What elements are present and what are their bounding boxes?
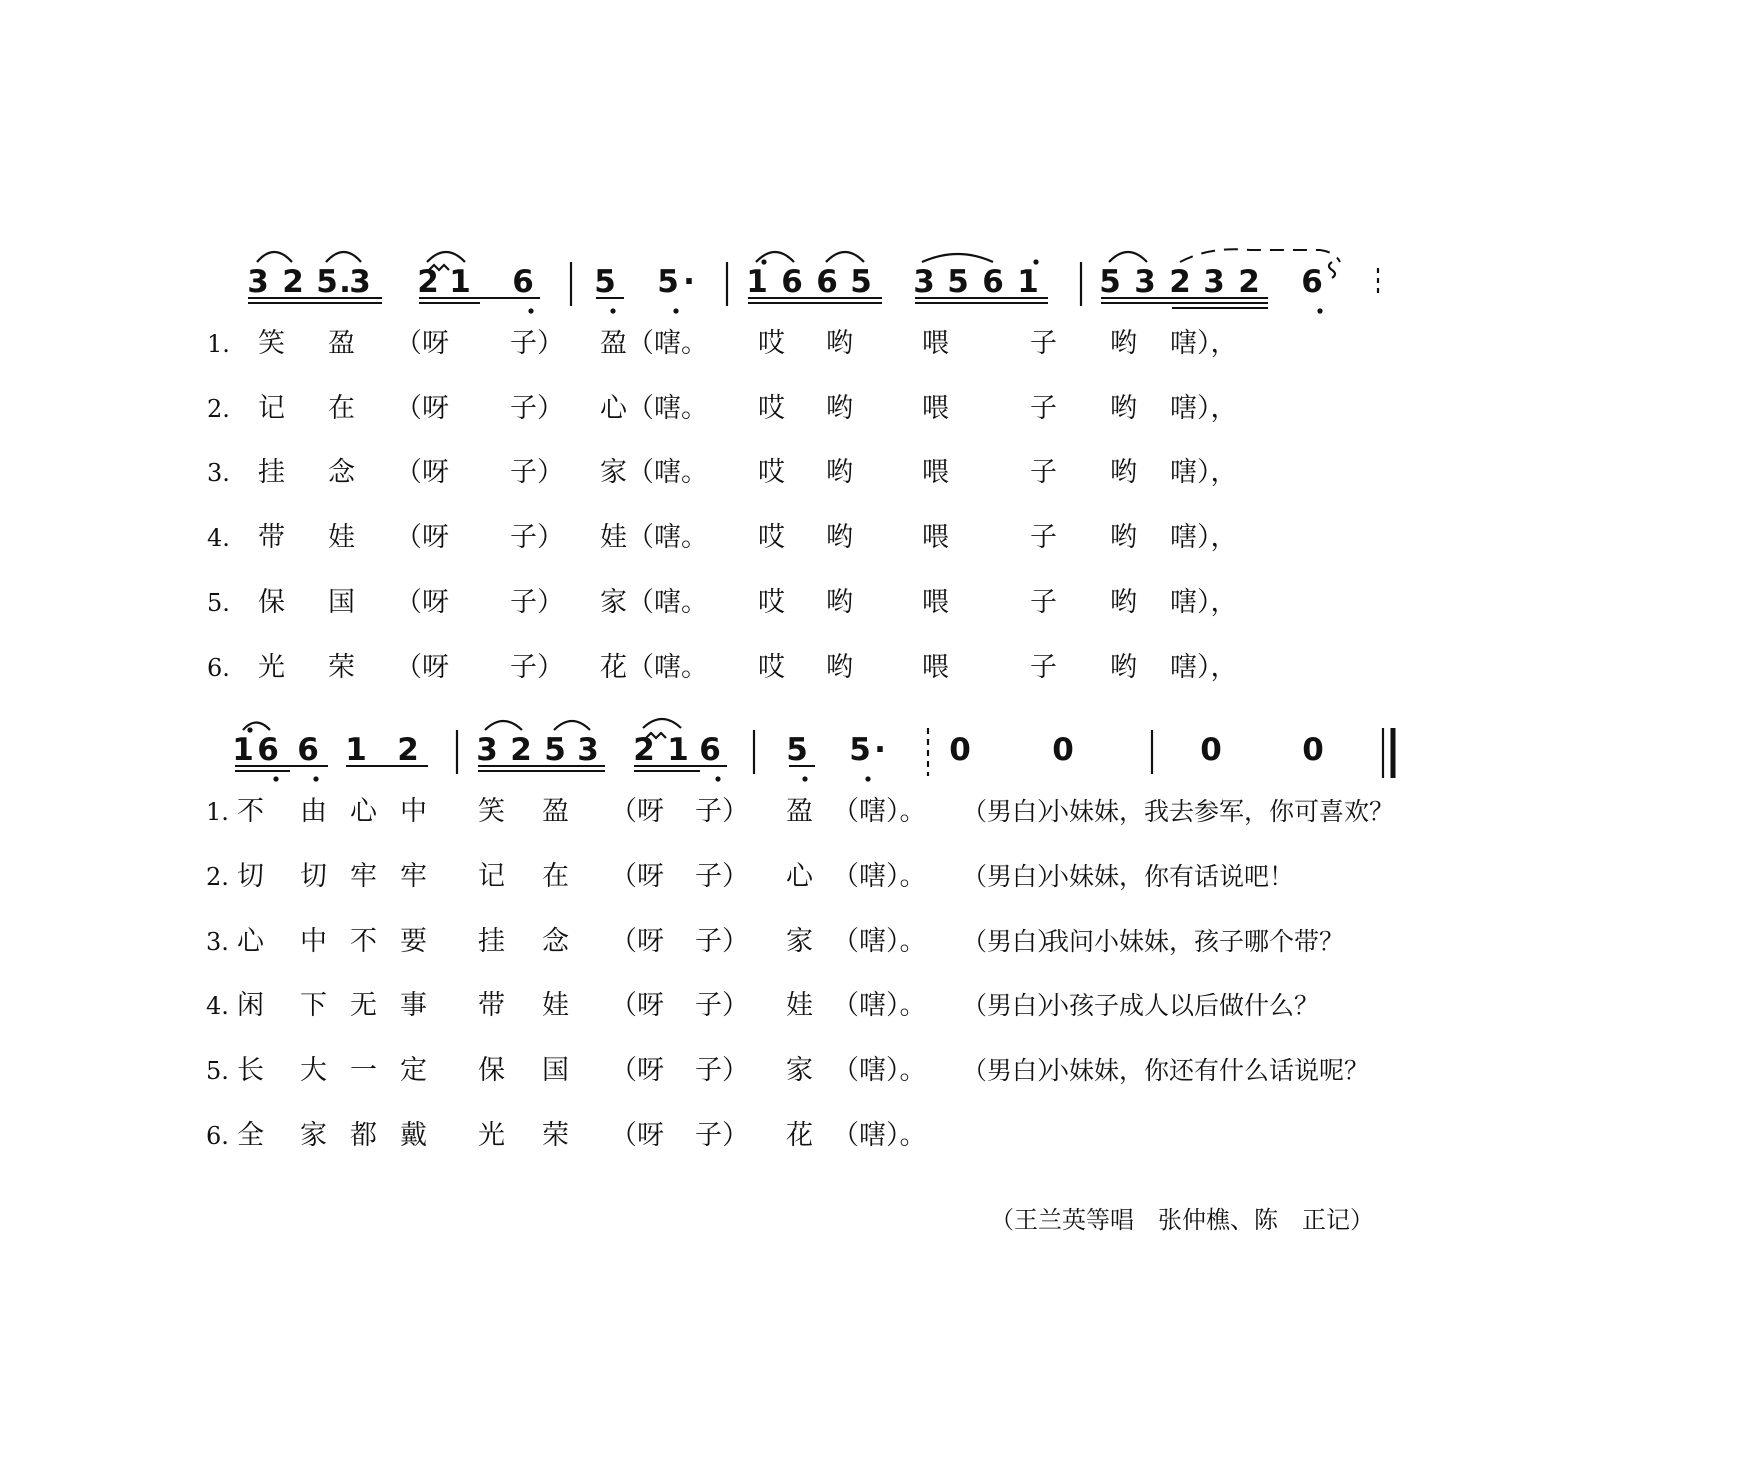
jianpu-note: 5 (947, 264, 969, 300)
lyric-syllable: 带 (478, 990, 505, 1021)
lyric-syllable: 哟 (826, 587, 853, 618)
lyric-syllable: 子） (510, 393, 564, 424)
slur (427, 252, 465, 262)
lyric-syllable: 哟 (1110, 457, 1137, 488)
jianpu-note: 5 (316, 264, 338, 300)
jianpu-note: 3 (577, 732, 599, 768)
lyric-syllable: 念 (328, 457, 355, 488)
lyric-syllable: 子） (695, 861, 749, 892)
system2-notation (232, 732, 1324, 768)
spoken-line: 小妹妹，你还有什么话说呢？ (1044, 1056, 1370, 1085)
lyric-syllable: 盈（嗐。 (600, 328, 708, 359)
lyric-syllable: 心（嗐。 (600, 393, 708, 424)
lyric-syllable: （呀 (610, 1055, 664, 1086)
jianpu-note: 1 (667, 732, 689, 768)
lyric-syllable: 哎 (758, 587, 785, 618)
lyric-syllable: 娃 (542, 990, 569, 1021)
lyric-syllable: 事 (400, 990, 427, 1021)
lyric-syllable: 笑 (478, 796, 505, 827)
lyric-syllable: 哟 (826, 393, 853, 424)
jianpu-note: 6 (257, 732, 279, 768)
jianpu-note: 1 (345, 732, 367, 768)
verse-number: 2. (206, 863, 229, 891)
verse-number: 3. (206, 928, 229, 956)
verse-number: 1. (207, 330, 230, 358)
verse-number: 2. (207, 395, 230, 423)
lyric-syllable: （呀 (395, 457, 449, 488)
jianpu-note: 5 (594, 264, 616, 300)
lyric-syllable: 念 (542, 926, 569, 957)
lyric-syllable: 子 (1030, 522, 1057, 553)
spoken-role-label: （男白） (962, 927, 1063, 956)
lyric-syllable: （嗐）。 (832, 861, 927, 892)
lyric-syllable: （呀 (395, 587, 449, 618)
octave-dot-low (1317, 308, 1322, 313)
lyric-syllable: 哟 (1110, 587, 1137, 618)
lyric-syllable: 子） (510, 457, 564, 488)
lyric-syllable: 盈 (542, 796, 569, 827)
jianpu-note: 2 (1169, 264, 1191, 300)
lyric-syllable: 闲 (237, 990, 264, 1021)
spoken-line: 小妹妹，我去参军，你可喜欢？ (1044, 797, 1395, 826)
lyric-syllable: 子） (510, 587, 564, 618)
verse-number: 4. (206, 992, 229, 1020)
lyric-syllable: （嗐）。 (832, 796, 927, 827)
jianpu-note: 5 (1099, 264, 1121, 300)
lyric-syllable: 心 (786, 861, 813, 892)
performer-credit: （王兰英等唱 张仲樵、陈 正记） (990, 1206, 1374, 1234)
lyric-syllable: 嗐）， (1170, 393, 1238, 424)
slur-dashed (1180, 249, 1340, 262)
lyric-syllable: 子） (510, 652, 564, 683)
lyric-syllable: 子 (1030, 328, 1057, 359)
lyric-syllable: 家 (300, 1120, 327, 1151)
jianpu-note: 6 (512, 264, 534, 300)
verse-number: 6. (207, 654, 230, 682)
slur (485, 721, 522, 730)
jianpu-note: 6 (781, 264, 803, 300)
lyric-syllable: 保 (478, 1055, 505, 1086)
slur (643, 719, 681, 728)
lyric-syllable: （呀 (610, 1120, 664, 1151)
jianpu-note: 5 (850, 264, 872, 300)
lyric-syllable: 嗐）， (1170, 587, 1238, 618)
lyric-syllable: 国 (328, 587, 355, 618)
slur (243, 723, 270, 731)
lyric-syllable: 心 (237, 926, 264, 957)
jianpu-note: 5 (544, 732, 566, 768)
lyric-syllable: 光 (478, 1120, 505, 1151)
lyric-syllable: （呀 (395, 393, 449, 424)
jianpu-note: 1 (449, 264, 471, 300)
lyric-syllable: 子） (510, 328, 564, 359)
lyric-syllable: （呀 (395, 652, 449, 683)
jianpu-note: 2 (510, 732, 532, 768)
jianpu-note: 0 (1302, 732, 1324, 768)
lyric-syllable: 花 (786, 1120, 813, 1151)
jianpu-note: 1 (746, 264, 768, 300)
spoken-role-label: （男白） (962, 797, 1063, 826)
lyric-syllable: 笑 (258, 328, 285, 359)
lyric-syllable: 哎 (758, 393, 785, 424)
verse-number: 3. (207, 459, 230, 487)
lyric-syllable: 子） (695, 1120, 749, 1151)
system2-lyrics (206, 796, 927, 1151)
jianpu-note: 3 (349, 264, 371, 300)
spoken-line: 小孩子成人以后做什么？ (1044, 991, 1320, 1020)
lyric-syllable: 都 (350, 1120, 377, 1151)
lyric-syllable: 哟 (1110, 522, 1137, 553)
jianpu-note: 3 (913, 264, 935, 300)
lyric-syllable: 由 (300, 796, 327, 827)
lyric-syllable: 哎 (758, 457, 785, 488)
slur (756, 252, 794, 262)
octave-dot-low (802, 776, 807, 781)
spoken-line: 小妹妹，你有话说吧！ (1044, 862, 1295, 891)
lyric-syllable: 大 (300, 1055, 327, 1086)
lyric-syllable: 喂 (922, 652, 949, 683)
lyric-syllable: （呀 (610, 861, 664, 892)
slur (922, 254, 993, 262)
jianpu-note: 2 (1238, 264, 1260, 300)
lyric-syllable: 嗐）， (1170, 457, 1238, 488)
slur (554, 721, 590, 730)
lyric-syllable: 记 (478, 861, 505, 892)
octave-dot-low (865, 776, 870, 781)
lyric-syllable: 子） (695, 796, 749, 827)
jianpu-note: 2 (397, 732, 419, 768)
lyric-syllable: 下 (300, 990, 327, 1021)
verse-number: 4. (207, 524, 230, 552)
jianpu-note: 6 (297, 732, 319, 768)
lyric-syllable: （呀 (395, 522, 449, 553)
lyric-syllable: 子 (1030, 652, 1057, 683)
spoken-role-label: （男白） (962, 1056, 1063, 1085)
lyric-syllable: 哎 (758, 522, 785, 553)
lyric-syllable: （嗐）。 (832, 1055, 927, 1086)
lyric-syllable: 子 (1030, 457, 1057, 488)
octave-dot-low (673, 308, 678, 313)
verse-number: 6. (206, 1122, 229, 1150)
jianpu-note: 3 (1203, 264, 1225, 300)
lyric-syllable: 牢 (350, 861, 377, 892)
lyric-syllable: 不 (350, 926, 377, 957)
lyric-syllable: 记 (258, 393, 285, 424)
lyric-syllable: 哟 (826, 457, 853, 488)
lyric-syllable: 娃 (328, 522, 355, 553)
lyric-syllable: 子 (1030, 393, 1057, 424)
lyric-syllable: 一 (350, 1055, 377, 1086)
slur (1109, 252, 1147, 262)
lyric-syllable: 哟 (1110, 652, 1137, 683)
lyric-syllable: 嗐）， (1170, 522, 1238, 553)
octave-dot-low (273, 776, 278, 781)
lyric-syllable: 定 (400, 1055, 427, 1086)
jianpu-note: 2 (633, 732, 655, 768)
lyric-syllable: 荣 (542, 1120, 569, 1151)
lyric-syllable: 花（嗐。 (600, 652, 708, 683)
lyric-syllable: 哎 (758, 328, 785, 359)
lyric-syllable: 戴 (400, 1120, 427, 1151)
lyric-syllable: 子） (695, 926, 749, 957)
spoken-role-label: （男白） (962, 991, 1063, 1020)
jianpu-note: 2 (282, 264, 304, 300)
lyric-syllable: 喂 (922, 522, 949, 553)
jianpu-note: 2 (417, 264, 439, 300)
lyric-syllable: 喂 (922, 393, 949, 424)
jianpu-note: 3 (476, 732, 498, 768)
jianpu-note: 0 (949, 732, 971, 768)
lyric-syllable: 家 (786, 926, 813, 957)
system1-lyrics (207, 328, 1238, 683)
lyric-syllable: 子） (695, 1055, 749, 1086)
verse-number: 1. (206, 798, 229, 826)
verse-number: 5. (206, 1057, 229, 1085)
lyric-syllable: 喂 (922, 457, 949, 488)
lyric-syllable: 心 (350, 796, 377, 827)
lyric-syllable: 哟 (1110, 393, 1137, 424)
lyric-syllable: 不 (237, 796, 264, 827)
lyric-syllable: （嗐）。 (832, 1120, 927, 1151)
octave-dot-low (610, 308, 615, 313)
lyric-syllable: 家（嗐。 (600, 457, 708, 488)
jianpu-note: 1 (1017, 264, 1039, 300)
lyric-syllable: 家（嗐。 (600, 587, 708, 618)
lyric-syllable: 中 (400, 796, 427, 827)
lyric-syllable: 切 (237, 861, 264, 892)
lyric-syllable: 嗐）， (1170, 328, 1238, 359)
system1-notation (247, 264, 1323, 300)
jianpu-note: · (874, 732, 886, 768)
lyric-syllable: 带 (258, 522, 285, 553)
lyric-syllable: 切 (300, 861, 327, 892)
lyric-syllable: 子 (1030, 587, 1057, 618)
lyric-syllable: 喂 (922, 328, 949, 359)
lyric-syllable: 全 (237, 1120, 264, 1151)
jianpu-note: . (339, 264, 351, 300)
lyric-syllable: （呀 (610, 926, 664, 957)
lyric-syllable: 荣 (328, 652, 355, 683)
lyric-syllable: 盈 (328, 328, 355, 359)
lyric-syllable: 牢 (400, 861, 427, 892)
lyric-syllable: 哟 (826, 328, 853, 359)
lyric-syllable: 在 (328, 393, 355, 424)
lyric-syllable: 喂 (922, 587, 949, 618)
lyric-syllable: （嗐）。 (832, 990, 927, 1021)
jianpu-note: 0 (1052, 732, 1074, 768)
slur (826, 252, 864, 262)
jianpu-note: 6 (816, 264, 838, 300)
octave-dot-low (528, 308, 533, 313)
lyric-syllable: （嗐）。 (832, 926, 927, 957)
lyric-syllable: 国 (542, 1055, 569, 1086)
spoken-line: 我问小妹妹，孩子哪个带？ (1044, 927, 1345, 956)
jianpu-note: 6 (1301, 264, 1323, 300)
lyric-syllable: 哟 (1110, 328, 1137, 359)
slur (257, 252, 292, 262)
lyric-syllable: 哟 (826, 522, 853, 553)
lyric-syllable: 保 (258, 587, 285, 618)
spoken-role-label: （男白） (962, 862, 1063, 891)
lyric-syllable: （呀 (395, 328, 449, 359)
lyric-syllable: 挂 (478, 926, 505, 957)
lyric-syllable: 哎 (758, 652, 785, 683)
jianpu-note: 3 (1134, 264, 1156, 300)
jianpu-note: 5 (657, 264, 679, 300)
spoken-lines (962, 797, 1394, 1085)
jianpu-note: 0 (1200, 732, 1222, 768)
lyric-syllable: 光 (258, 652, 285, 683)
lyric-syllable: 无 (350, 990, 377, 1021)
jianpu-note: 3 (247, 264, 269, 300)
lyric-syllable: 家 (786, 1055, 813, 1086)
slur (326, 252, 361, 262)
jianpu-note: · (683, 264, 695, 300)
lyric-syllable: 娃（嗐。 (600, 522, 708, 553)
lyric-syllable: 盈 (786, 796, 813, 827)
lyric-syllable: 娃 (786, 990, 813, 1021)
lyric-syllable: 中 (300, 926, 327, 957)
octave-dot-low (715, 776, 720, 781)
lyric-syllable: 子） (510, 522, 564, 553)
verse-number: 5. (207, 589, 230, 617)
lyric-syllable: 挂 (258, 457, 285, 488)
lyric-syllable: （呀 (610, 990, 664, 1021)
lyric-syllable: 嗐）， (1170, 652, 1238, 683)
jianpu-note: 5 (849, 732, 871, 768)
jianpu-note: 6 (699, 732, 721, 768)
octave-dot-low (313, 776, 318, 781)
ornament-mark (1329, 262, 1335, 278)
lyric-syllable: 在 (542, 861, 569, 892)
lyric-syllable: 哟 (826, 652, 853, 683)
jianpu-note: 6 (982, 264, 1004, 300)
lyric-syllable: 要 (400, 926, 427, 957)
lyric-syllable: 长 (237, 1055, 264, 1086)
jianpu-note: 5 (786, 732, 808, 768)
lyric-syllable: 子） (695, 990, 749, 1021)
lyric-syllable: （呀 (610, 796, 664, 827)
jianpu-note: 1 (232, 732, 254, 768)
